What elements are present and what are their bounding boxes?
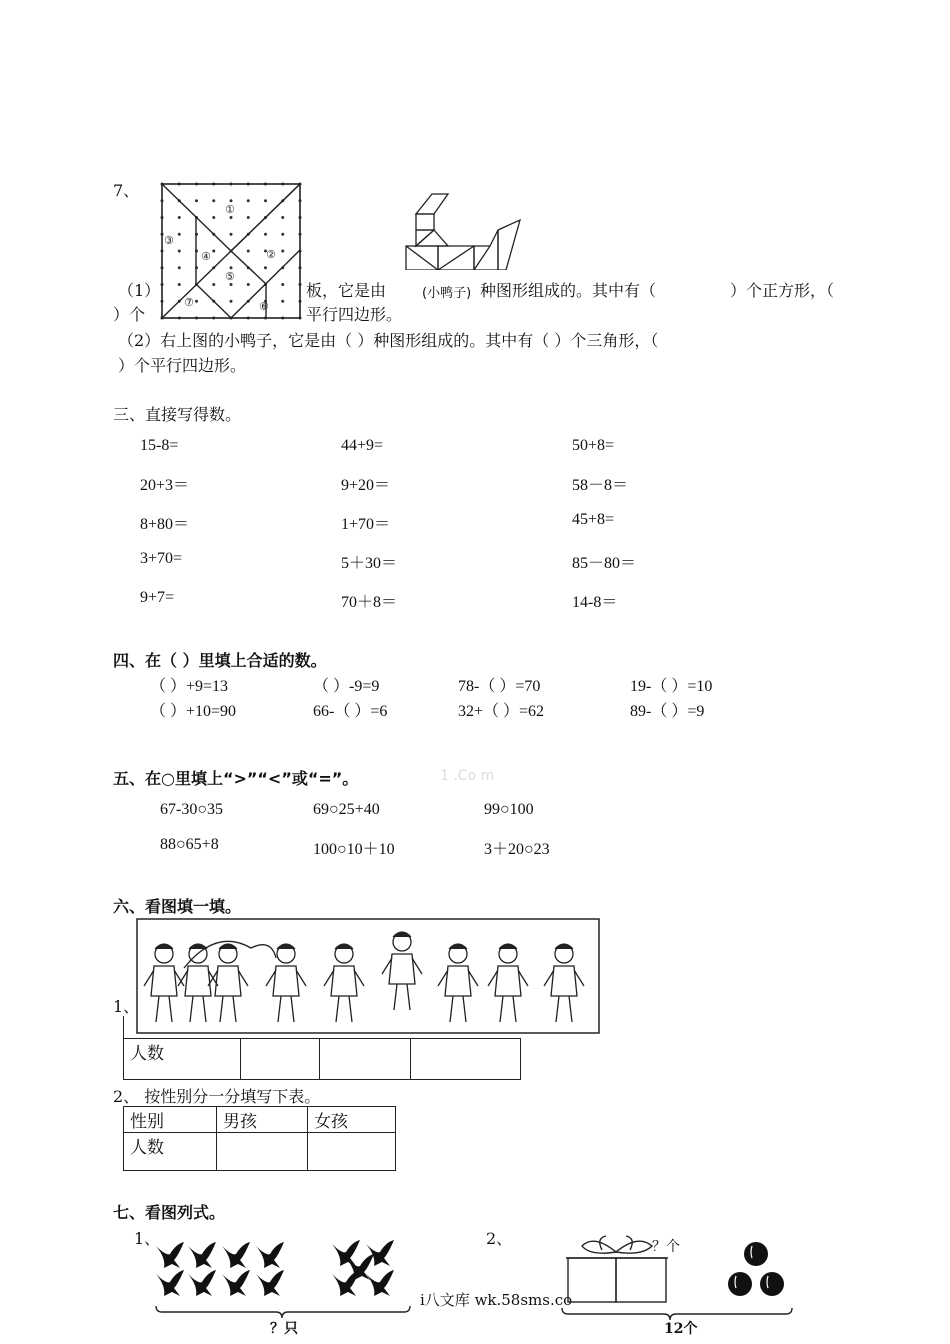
footer-watermark: i八文库 wk.58sms.co — [420, 1291, 573, 1309]
section-7-title: 七、看图列式。 — [113, 1203, 226, 1222]
swallow-icon — [332, 1270, 360, 1296]
math-problem: 44+9= — [341, 437, 384, 454]
swallow-icon — [332, 1240, 360, 1266]
q7-part1-cont-b: 平行四边形。 — [306, 305, 403, 324]
watermark-text: 1 .Co m — [440, 768, 495, 784]
section-3-title: 三、直接写得数。 — [113, 405, 242, 424]
compare-problem: 67-30○35 — [160, 801, 223, 818]
fill-blank-problem: （ ）+9=13 — [150, 678, 229, 695]
s7-item-2-number: 2、 — [486, 1229, 513, 1248]
swallows-picture — [150, 1236, 420, 1326]
duck-tangram-figure — [402, 190, 522, 270]
math-problem: 58－8＝ — [572, 477, 629, 494]
table-1 — [123, 1038, 521, 1080]
section-6-title: 六、看图填一填。 — [113, 897, 242, 916]
compare-problem: 69○25+40 — [313, 801, 380, 818]
table-1-cell[interactable] — [241, 1039, 320, 1080]
table-1-cell[interactable] — [411, 1039, 521, 1080]
math-problem: 70＋8＝ — [341, 594, 398, 611]
table-1-cell[interactable] — [320, 1039, 411, 1080]
table-1-top-edge — [123, 1016, 124, 1038]
fill-blank-problem: 89-（ ）=9 — [630, 703, 705, 720]
math-problem: 85－80＝ — [572, 555, 637, 572]
fill-blank-problem: 19-（ ）=10 — [630, 678, 713, 695]
section-4-title: 四、在（ ）里填上合适的数。 — [113, 651, 327, 670]
birds-question-caption: ？只 — [270, 1321, 298, 1337]
tangram-label-2: ② — [266, 248, 276, 261]
apples-total-caption: 12个 — [664, 1321, 698, 1337]
swallow-icon — [222, 1270, 250, 1296]
math-problem: 45+8= — [572, 511, 615, 528]
fill-blank-problem: （ ）-9=9 — [313, 678, 380, 695]
math-problem: 1+70＝ — [341, 516, 391, 533]
tangram-label-4: ④ — [201, 250, 211, 263]
compare-problem: 99○100 — [484, 801, 534, 818]
math-problem: 50+8= — [572, 437, 615, 454]
table-2-cell-girls[interactable] — [308, 1133, 396, 1171]
children-picture — [136, 918, 600, 1034]
tangram-label-7: ⑦ — [184, 296, 194, 309]
q7-part1-text-b: 种图形组成的。其中有（ — [480, 281, 657, 300]
item-2-text: 2、 按性别分一分填写下表。 — [113, 1087, 321, 1106]
swallow-icon — [222, 1242, 250, 1268]
tangram-label-5: ⑤ — [225, 270, 235, 283]
tangram-board-figure — [158, 180, 306, 322]
fill-blank-problem: （ ）+10=90 — [150, 703, 237, 720]
q7-part2-line: （2）右上图的小鸭子，它是由（ ）种图形组成的。其中有（ ）个三角形，（ — [118, 331, 659, 350]
q7-number: 7、 — [113, 181, 140, 200]
math-problem: 9+7= — [140, 589, 175, 606]
s7-item-1-number: 1、 — [134, 1229, 161, 1248]
q7-part1-text-a: 板，它是由 — [306, 281, 387, 300]
q7-part1-prefix: （1） — [118, 281, 161, 300]
swallow-icon — [256, 1270, 284, 1296]
math-problem: 8+80＝ — [140, 516, 190, 533]
table-2-header-gender: 性别 — [124, 1107, 217, 1133]
tangram-label-1: ① — [225, 203, 235, 216]
swallow-icon — [156, 1242, 184, 1268]
swallow-icon — [366, 1270, 394, 1296]
table-2-header-boys: 男孩 — [217, 1107, 308, 1133]
math-problem: 9+20＝ — [341, 477, 391, 494]
swallow-icon — [188, 1242, 216, 1268]
math-problem: 5＋30＝ — [341, 555, 398, 572]
swallow-icon — [346, 1254, 374, 1280]
table-2-header-girls: 女孩 — [308, 1107, 396, 1133]
duck-caption: (小鸭子) — [422, 286, 472, 301]
compare-problem: 88○65+8 — [160, 836, 219, 853]
table-2-cell-boys[interactable] — [217, 1133, 308, 1171]
fill-blank-problem: 66-（ ）=6 — [313, 703, 388, 720]
gift-question-label: ？个 — [652, 1239, 680, 1255]
table-2 — [123, 1106, 396, 1171]
gift-apples-picture — [560, 1228, 800, 1328]
fill-blank-problem: 78-（ ）=70 — [458, 678, 541, 695]
tangram-label-3: ③ — [164, 234, 174, 247]
compare-problem: 3＋20○23 — [484, 841, 550, 858]
math-problem: 15-8= — [140, 437, 179, 454]
q7-part2-cont: ）个平行四边形。 — [118, 356, 247, 375]
q7-part1-cont-a: ）个 — [113, 305, 146, 324]
item-1-number: 1、 — [113, 997, 140, 1016]
tangram-label-6: ⑥ — [259, 300, 269, 313]
math-problem: 14-8＝ — [572, 594, 618, 611]
swallow-icon — [256, 1242, 284, 1268]
math-problem: 3+70= — [140, 550, 183, 567]
q7-part1-text-c: ）个正方形，（ — [730, 281, 835, 300]
table-1-row-label: 人数 — [124, 1039, 241, 1080]
swallow-icon — [156, 1270, 184, 1296]
swallow-icon — [188, 1270, 216, 1296]
math-problem: 20+3＝ — [140, 477, 190, 494]
fill-blank-problem: 32+（ ）=62 — [458, 703, 545, 720]
table-2-row-label: 人数 — [124, 1133, 217, 1171]
section-5-title: 五、在○里填上“>”“<”或“=”。 — [113, 769, 359, 788]
compare-problem: 100○10＋10 — [313, 841, 395, 858]
